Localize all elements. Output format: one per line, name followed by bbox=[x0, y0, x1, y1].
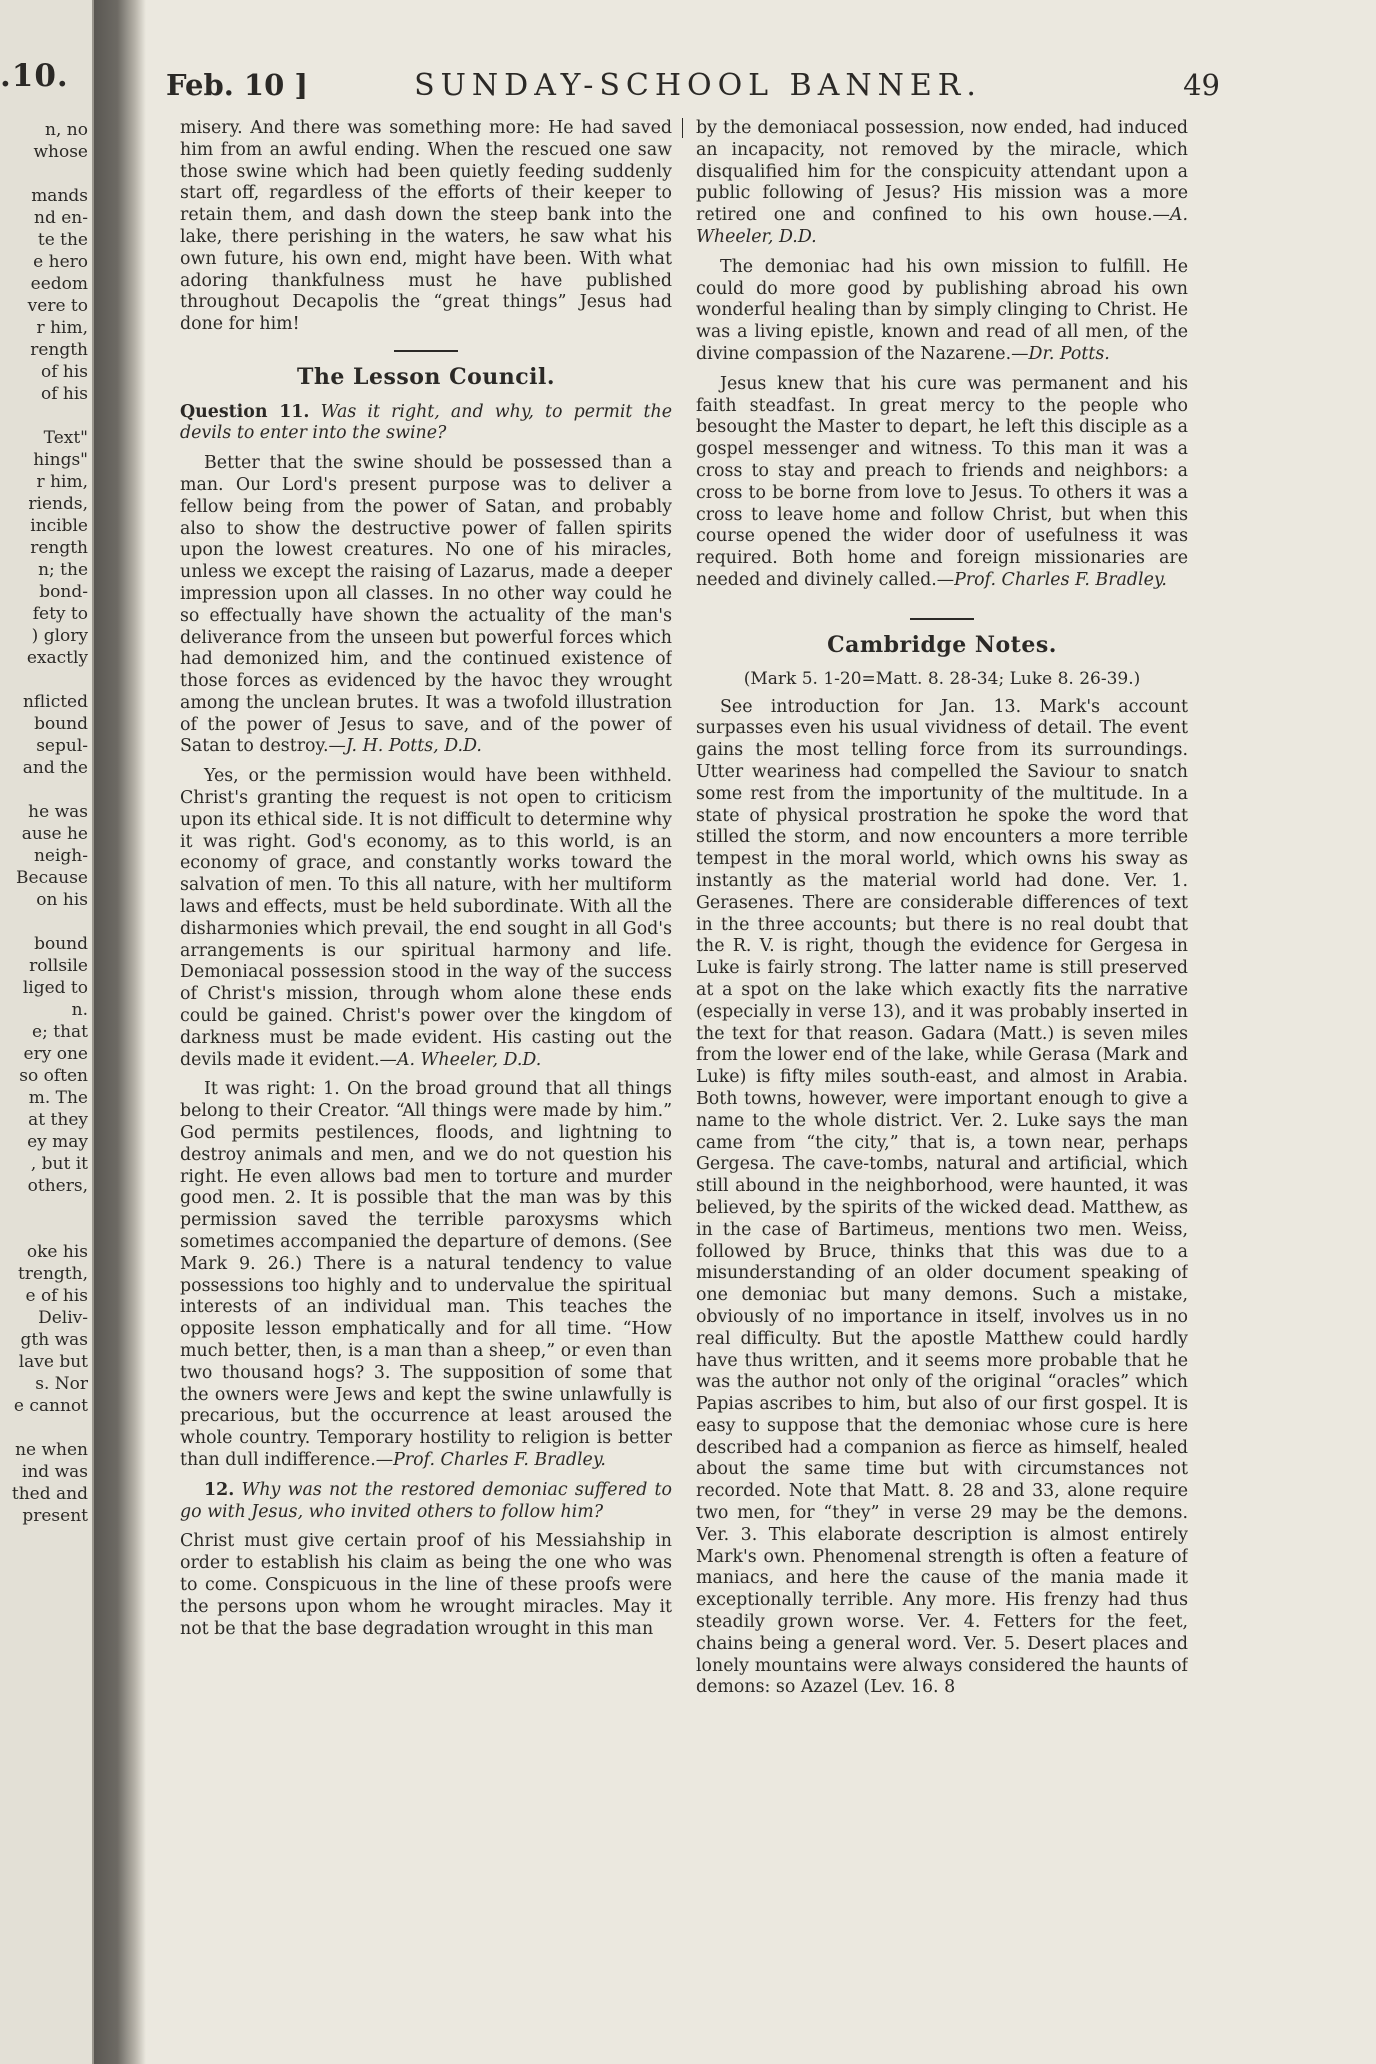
previous-page-line-fragment: at they bbox=[28, 1110, 88, 1130]
answer-12-bradley-author: —Prof. Charles F. Bradley. bbox=[936, 569, 1167, 590]
issue-date: Feb. 10 ] bbox=[166, 68, 309, 102]
previous-page-line-fragment: Deliv- bbox=[38, 1308, 88, 1328]
previous-page-line-fragment: bound bbox=[34, 714, 88, 734]
magazine-page bbox=[166, 48, 1230, 2048]
previous-page-line-fragment: ne when bbox=[15, 1440, 88, 1460]
previous-page-line-fragment: on his bbox=[36, 890, 88, 910]
answer-12-potts-author: —Dr. Potts. bbox=[1011, 343, 1110, 364]
answer-potts-author: —J. H. Potts, D.D. bbox=[328, 736, 482, 757]
previous-page-line-fragment: whose bbox=[33, 142, 88, 162]
previous-page-line-fragment: riends, bbox=[28, 494, 88, 514]
previous-page-line-fragment: vere to bbox=[27, 296, 88, 316]
cambridge-notes-text: See introduction for Jan. 13. Mark's account surpasses even his usual vividness of detail. The event gains the most telling force from its surroundings. Utter weariness had compelled the Saviour to snatch some rest from the importunity of the multitude. In a state of physical prostration he spoke the word that stilled the storm, and now encounters a more terrible tempest in the moral world, which owns his sway as instantly as the material world had done. Ver. 1. Gerasenes. There are considerable differences of text in the three accounts; but there is no real doubt that the R. V. is right, though the evidence for Gergesa in Luke is fairly strong. The latter name is still preserved at a spot on the lake which exactly fits the narrative (especially in verse 13), and it was probably inserted in the text for that reason. Gadara (Matt.) is seven miles from the lower end of the lake, while Gerasa (Mark and Luke) is fifty miles south-east, and almost in Arabia. Both towns, however, were important enough to give a name to the whole district. Ver. 2. Luke says the man came from “the city,” that is, a town near, perhaps Gergesa. The cave-tombs, natural and artificial, which still abound in the neighborhood, were haunted, it was believed, by the spirits of the wicked dead. Matthew, as in the case of Bartimeus, mentions two men. Weiss, followed by Bruce, thinks that this was due to a misunderstanding of an older document speaking of one demoniac but many demons. Such a mistake, obviously of no importance in itself, involves us in no real difficulty. But the apostle Matthew could hardly have thus written, and it seems more probable that he was the author not only of the original “oracles” which Papias ascribes to him, but also of our first gospel. It is easy to suppose that the demoniac whose cure is here described had a companion as fierce as himself, healed about the same time but with circumstances not recorded. Note that Matt. 8. 28 and 33, alone require two men, for “they” in verse 29 may be the demons. Ver. 3. This elaborate description is almost entirely Mark's own. Phenomenal strength is often a feature of maniacs, and here the cause of the mania made it exceptionally terrible. Any more. His frenzy had thus steadily grown worse. Ver. 4. Fetters for the feet, chains being a general word. Ver. 5. Desert places and lonely mountains were always considered the haunts of demons: so Azazel (Lev. 16. 8 bbox=[696, 696, 1188, 1698]
question-12-text: Why was not the restored demoniac suffered to go with Jesus, who invited others to follow him? bbox=[180, 1479, 672, 1522]
answer-12-bradley bbox=[696, 374, 1188, 592]
answer-wheeler bbox=[180, 766, 672, 1071]
previous-page-line-fragment: n. bbox=[71, 1000, 88, 1020]
previous-page-line-fragment: hings" bbox=[33, 450, 88, 470]
question-11-label: Question 11. bbox=[180, 401, 310, 422]
previous-page-line-fragment: Because bbox=[16, 868, 88, 888]
previous-page-line-fragment: of his bbox=[40, 362, 88, 382]
answer-12-wheeler: Christ must give certain proof of his Messiahship in order to establish his claim as being the one who was to come. Conspicuous in the line of these proofs were the persons upon whom he wrought miracles. May it not be that the base degradation wrought in this man bbox=[180, 1531, 672, 1639]
page-number: 49 bbox=[1183, 68, 1220, 102]
previous-page-line-fragment: , but it bbox=[30, 1154, 88, 1174]
answer-wheeler-text: Yes, or the permission would have been withheld. Christ's granting the request is not open to criticism upon its ethical side. It is not difficult to determine why it was right. God's economy, as to this world, is an economy of grace, and constantly works toward the salvation of men. To this all nature, with her multiform laws and effects, must be held subordinate. With all the disharmonies which prevail, the end sought in all God's arrangements is our spiritual harmony and life. Demoniacal possession stood in the way of the success of Christ's mission, through whom alone these ends could be gained. Christ's power over the kingdom of darkness must be made evident. His casting out the devils made it evident. bbox=[180, 766, 672, 1070]
previous-page-line-fragment: thed and bbox=[11, 1484, 88, 1504]
previous-page-line-fragment: ey may bbox=[27, 1132, 88, 1152]
previous-page-line-fragment: present bbox=[22, 1506, 88, 1526]
previous-page-edge bbox=[0, 0, 94, 2064]
previous-page-line-fragment: trength, bbox=[17, 1264, 88, 1284]
right-column bbox=[696, 118, 1188, 2018]
previous-page-line-fragment: neigh- bbox=[33, 846, 88, 866]
answer-12-continued-text: by the demoniacal possession, now ended, had induced an incapacity, not removed by the miracle, which disqualified him for the conspicuity attendant upon a public following of Jesus? His mission was a more retired one and confined to his own house. bbox=[696, 118, 1188, 226]
previous-page-line-fragment: oke his bbox=[26, 1242, 88, 1262]
previous-page-line-fragment: lave but bbox=[18, 1352, 88, 1372]
previous-page-line-fragment: exactly bbox=[26, 648, 88, 668]
left-column bbox=[180, 118, 672, 2018]
answer-potts-text: Better that the swine should be possessed than a man. Our Lord's present purpose was to deliver a fellow being from the power of Satan, and probably also to show the destructive power of fallen spirits upon the lowest creatures. No one of his miracles, unless we except the raising of Lazarus, made a deeper impression upon all classes. In no other way could he so effectually have shown the actuality of the man's deliverance from the unseen but powerful forces which had demonized him, and the continued existence of those forces as evidenced by the havoc they wrought among the unclean brutes. It was a twofold illustration of the power of Jesus to save, and of the power of Satan to destroy. bbox=[180, 453, 672, 757]
previous-page-line-fragment: Text" bbox=[43, 428, 88, 448]
previous-page-line-fragment: rength bbox=[30, 340, 88, 360]
previous-page-line-fragment: rollsile bbox=[29, 956, 88, 976]
intro-paragraph: misery. And there was something more: He had saved him from an awful ending. When the rescued one saw those swine which had been quietly feeding suddenly start off, regardless of the efforts of their keeper to retain them, and dash down the steep bank into the lake, there perishing in the waters, he saw what his own future, his own end, might have been. With what adoring thankfulness must he have published throughout Decapolis the “great things” Jesus had done for him! bbox=[180, 118, 672, 335]
previous-page-line-fragment: mands bbox=[31, 186, 88, 206]
scripture-reference: (Mark 5. 1-20=Matt. 8. 28-34; Luke 8. 26-39.) bbox=[743, 669, 1141, 690]
answer-12-continued bbox=[696, 118, 1188, 249]
previous-page-line-fragment: e cannot bbox=[13, 1396, 88, 1416]
previous-page-line-fragment: e; that bbox=[32, 1022, 88, 1042]
previous-page-line-fragment: m. The bbox=[28, 1088, 88, 1108]
question-12-label: 12. bbox=[204, 1479, 235, 1500]
previous-page-line-fragment: ause he bbox=[21, 824, 88, 844]
previous-page-line-fragment: liged to bbox=[22, 978, 88, 998]
previous-page-line-fragment: fety to bbox=[32, 604, 88, 624]
question-12 bbox=[180, 1480, 672, 1524]
previous-page-line-fragment: e of his bbox=[25, 1286, 88, 1306]
question-11-text: Was it right, and why, to permit the devils to enter into the swine? bbox=[180, 401, 672, 444]
previous-page-line-fragment: rength bbox=[30, 538, 88, 558]
answer-bradley-text: It was right: 1. On the broad ground that all things belong to their Creator. “All things were made by him.” God permits pestilences, floods, and lightning to destroy animals and men, and we do not question his right. He even allows bad men to torture and murder good men. 2. It is possible that the man was by this permission saved the terrible paroxysms which sometimes accompanied the departure of demons. (See Mark 9. 26.) There is a natural tendency to value possessions too highly and to undervalue the spiritual interests of an individual man. This teaches the opposite lesson emphatically and for all time. “How much better, then, is a man than a sheep,” or even than two thousand hogs? 3. The supposition of some that the owners were Jews and kept the swine unlawfully is precarious, but the occurrence at least aroused the whole country. Temporary hostility to religion is better than dull indifference. bbox=[180, 1079, 672, 1470]
previous-page-line-fragment: e hero bbox=[33, 252, 88, 272]
previous-page-line-fragment: sepul- bbox=[36, 736, 88, 756]
previous-page-line-fragment: n; the bbox=[38, 560, 88, 580]
previous-page-line-fragment: nd en- bbox=[34, 208, 88, 228]
cambridge-notes-heading: Cambridge Notes. bbox=[827, 631, 1057, 658]
answer-12-bradley-text: Jesus knew that his cure was permanent and his faith steadfast. In great mercy to the people who besought the Master to depart, he left this disciple as a gospel messenger and witness. To this man it was a cross to stay and preach to friends and neighbors: a cross to be borne from love to Jesus. To others it was a cross to leave home and follow Christ, but when this course opened the wider door of usefulness it was required. Both home and foreign missionaries are needed and divinely called. bbox=[696, 373, 1188, 590]
previous-page-line-fragment: ery one bbox=[23, 1044, 88, 1064]
previous-page-line-fragment: n, no bbox=[45, 120, 88, 140]
answer-bradley bbox=[180, 1079, 672, 1471]
publication-title: SUNDAY-SCHOOL BANNER. bbox=[414, 68, 982, 103]
previous-page-line-fragment: and the bbox=[22, 758, 88, 778]
previous-page-line-fragment: s. Nor bbox=[35, 1374, 88, 1394]
previous-page-line-fragment: incible bbox=[30, 516, 88, 536]
answer-12-potts bbox=[696, 257, 1188, 366]
previous-page-line-fragment: nflicted bbox=[22, 692, 88, 712]
previous-page-line-fragment: te the bbox=[37, 230, 88, 250]
previous-page-line-fragment: r him, bbox=[36, 472, 88, 492]
previous-page-line-fragment: he was bbox=[28, 802, 88, 822]
previous-page-line-fragment: ind was bbox=[21, 1462, 88, 1482]
previous-page-line-fragment: so often bbox=[19, 1066, 88, 1086]
question-11 bbox=[180, 402, 672, 446]
page-header bbox=[166, 68, 1230, 112]
answer-12-potts-text: The demoniac had his own mission to fulfill. He could do more good by publishing abroad his own wonderful healing than by simply clinging to Christ. He was a living epistle, known and read of all men, of the divine compassion of the Nazarene. bbox=[696, 256, 1188, 364]
book-gutter-shadow bbox=[94, 0, 146, 2064]
previous-page-line-fragment: bound bbox=[34, 934, 88, 954]
lesson-council-heading: The Lesson Council. bbox=[296, 363, 556, 390]
answer-potts bbox=[180, 453, 672, 758]
previous-page-line-fragment: of his bbox=[40, 384, 88, 404]
previous-page-line-fragment: bond- bbox=[39, 582, 88, 602]
previous-page-line-fragment: others, bbox=[27, 1176, 88, 1196]
previous-page-line-fragment: r him, bbox=[36, 318, 88, 338]
column-rule bbox=[682, 118, 683, 138]
previous-page-line-fragment: ) glory bbox=[31, 626, 88, 646]
answer-12-continued-author: —A. Wheeler, D.D. bbox=[696, 205, 1188, 247]
section-divider bbox=[394, 350, 458, 352]
previous-page-line-fragment: eedom bbox=[30, 274, 88, 294]
section-divider bbox=[910, 618, 974, 620]
previous-page-header: .10. bbox=[0, 58, 69, 94]
previous-page-line-fragment: gth was bbox=[20, 1330, 88, 1350]
answer-bradley-author: —Prof. Charles F. Bradley. bbox=[375, 1449, 606, 1470]
answer-wheeler-author: —A. Wheeler, D.D. bbox=[379, 1049, 542, 1070]
